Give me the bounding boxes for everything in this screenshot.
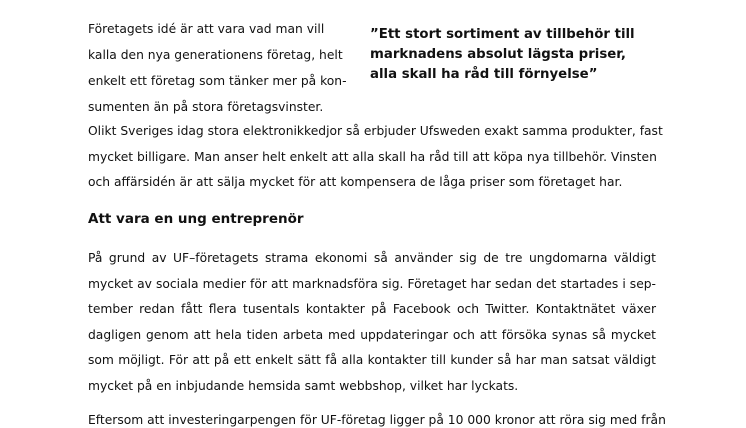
intro-line-4: sumenten än på stora företagsvinster. — [88, 100, 324, 114]
section-heading: Att vara en ung entreprenör — [88, 211, 304, 227]
paragraph1-line-3: och affärsidén är att sälja mycket för att kompensera de låga priser som företaget har. — [88, 175, 623, 189]
pull-quote-line-2: marknadens absolut lägsta priser, — [370, 47, 626, 62]
paragraph3-line-1: Eftersom att investeringarpengen för UF-företag ligger på 10 000 kronor att röra sig med från — [88, 413, 666, 427]
paragraph2-line-6: mycket på en inbjudande hemsida samt webbshop, vilket har lyckats. — [88, 379, 519, 393]
paragraph2-line-1: På grund av UF–företagets strama ekonomi så använder sig de tre ungdomarna väldigt — [88, 251, 656, 265]
intro-line-3: enkelt ett företag som tänker mer på kon- — [88, 74, 347, 88]
intro-line-2: kalla den nya generationens företag, helt — [88, 48, 343, 62]
pull-quote-line-1: ”Ett stort sortiment av tillbehör till — [370, 27, 635, 42]
paragraph2-line-4: dagligen genom att hela tiden arbeta med uppdateringar och att försöka synas så mycket — [88, 328, 656, 342]
paragraph2-line-2: mycket av sociala medier för att marknadsföra sig. Företaget har sedan det startades i sep- — [88, 277, 656, 291]
paragraph1-line-1: Olikt Sveriges idag stora elektronikkedjor så erbjuder Ufsweden exakt samma produkter, fast — [88, 124, 663, 138]
paragraph1-line-2: mycket billigare. Man anser helt enkelt att alla skall ha råd till att köpa nya tillbehör. Vinsten — [88, 150, 657, 164]
paragraph2-line-5: som möjligt. För att på ett enkelt sätt få alla kontakter till kunder så har man satsat väldigt — [88, 353, 656, 367]
intro-line-1: Företagets idé är att vara vad man vill — [88, 22, 325, 36]
paragraph2-line-3: tember redan fått flera tusentals kontakter på Facebook och Twitter. Kontaktnätet växer — [88, 302, 656, 316]
pull-quote-line-3: alla skall ha råd till förnyelse” — [370, 67, 598, 82]
